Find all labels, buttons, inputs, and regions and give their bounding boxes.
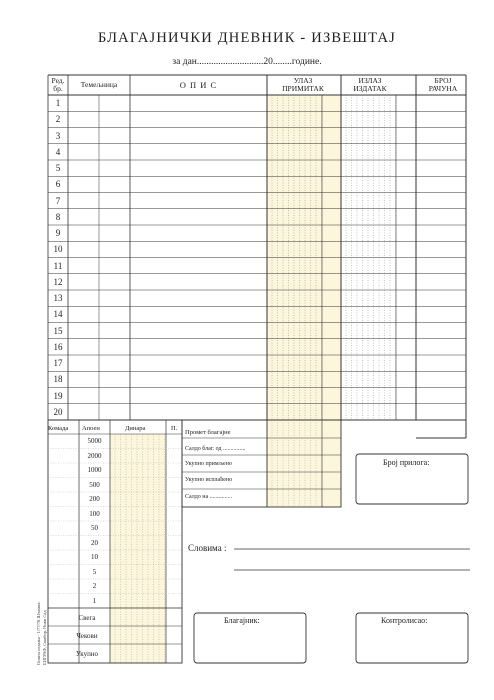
controlled-label: Контролисао:: [381, 616, 428, 625]
header-description: О П И С: [179, 80, 218, 90]
row-number: 17: [53, 358, 63, 369]
denomination-value: 20: [91, 538, 98, 547]
header-denomination: Апоен: [82, 425, 100, 432]
header-dinars: Динара: [125, 425, 146, 432]
page-title: БЛАГАЈНИЧКИ ДНЕВНИК - ИЗВЕШТАЈ: [97, 30, 397, 46]
total-received-label: Укупно примљено: [185, 461, 232, 467]
header-expense: ИЗЛАЗ ИЗДАТАК: [353, 76, 387, 93]
header-row-no: Ред. бр.: [51, 76, 65, 93]
row-number: 2: [55, 114, 61, 125]
denomination-value: 500: [89, 480, 100, 489]
print-footnote: Општа издања - 1/77/78 Штампа: БИГРАФ, Сомбор, Нови Сад: [36, 601, 47, 665]
row-number: 12: [53, 276, 63, 287]
row-number: 3: [55, 130, 61, 141]
row-number: 11: [53, 260, 63, 271]
header-basis: Темељница: [80, 80, 118, 89]
balance-prev-label: Салдо благ. од ...............: [185, 446, 246, 452]
row-number: 6: [55, 179, 61, 190]
row-number: 8: [55, 211, 61, 222]
row-number: 14: [53, 309, 63, 320]
header-para: П.: [171, 425, 178, 432]
denomination-value: 5: [92, 567, 97, 576]
denomination-value: 1000: [87, 466, 102, 475]
row-number: 18: [53, 374, 63, 385]
row-number: 7: [55, 195, 61, 206]
cheques-label: Чекови: [76, 632, 98, 640]
denomination-value: 2: [92, 582, 97, 591]
total-sum-label: Свега: [78, 614, 96, 622]
header-account-no: БРОЈ РАЧУНА: [428, 76, 458, 93]
row-number: 1: [55, 98, 61, 109]
denomination-value: 10: [91, 553, 98, 562]
cashier-label: Благајник:: [224, 616, 260, 625]
turnover-label: Промет благајне: [185, 429, 231, 436]
grand-total-label: Укупно: [75, 650, 99, 658]
row-number: 5: [55, 163, 61, 174]
row-number: 13: [53, 293, 63, 304]
row-number: 20: [53, 406, 63, 417]
total-paid-label: Укупно исплаћено: [185, 477, 233, 483]
row-number: 10: [53, 244, 63, 255]
header-pieces: Комада: [48, 425, 69, 432]
row-number: 15: [53, 325, 63, 336]
denomination-value: 50: [91, 524, 98, 533]
denomination-value: 2000: [87, 451, 102, 460]
row-number: 16: [53, 341, 63, 352]
attachments-label: Број прилога:: [383, 458, 430, 467]
in-words-label: Словима :: [188, 543, 227, 553]
row-number: 4: [55, 146, 61, 157]
date-line: за дан............................20........године.: [172, 57, 322, 67]
denomination-value: 5000: [87, 437, 102, 446]
row-number: 9: [55, 228, 61, 239]
denomination-value: 200: [89, 495, 100, 504]
header-income: УЛАЗ ПРИМИТАК: [282, 76, 324, 93]
row-number: 19: [53, 390, 63, 401]
denomination-value: 1: [92, 596, 97, 605]
denomination-value: 100: [89, 509, 100, 518]
balance-on-label: Салдо на ...............: [185, 494, 233, 500]
